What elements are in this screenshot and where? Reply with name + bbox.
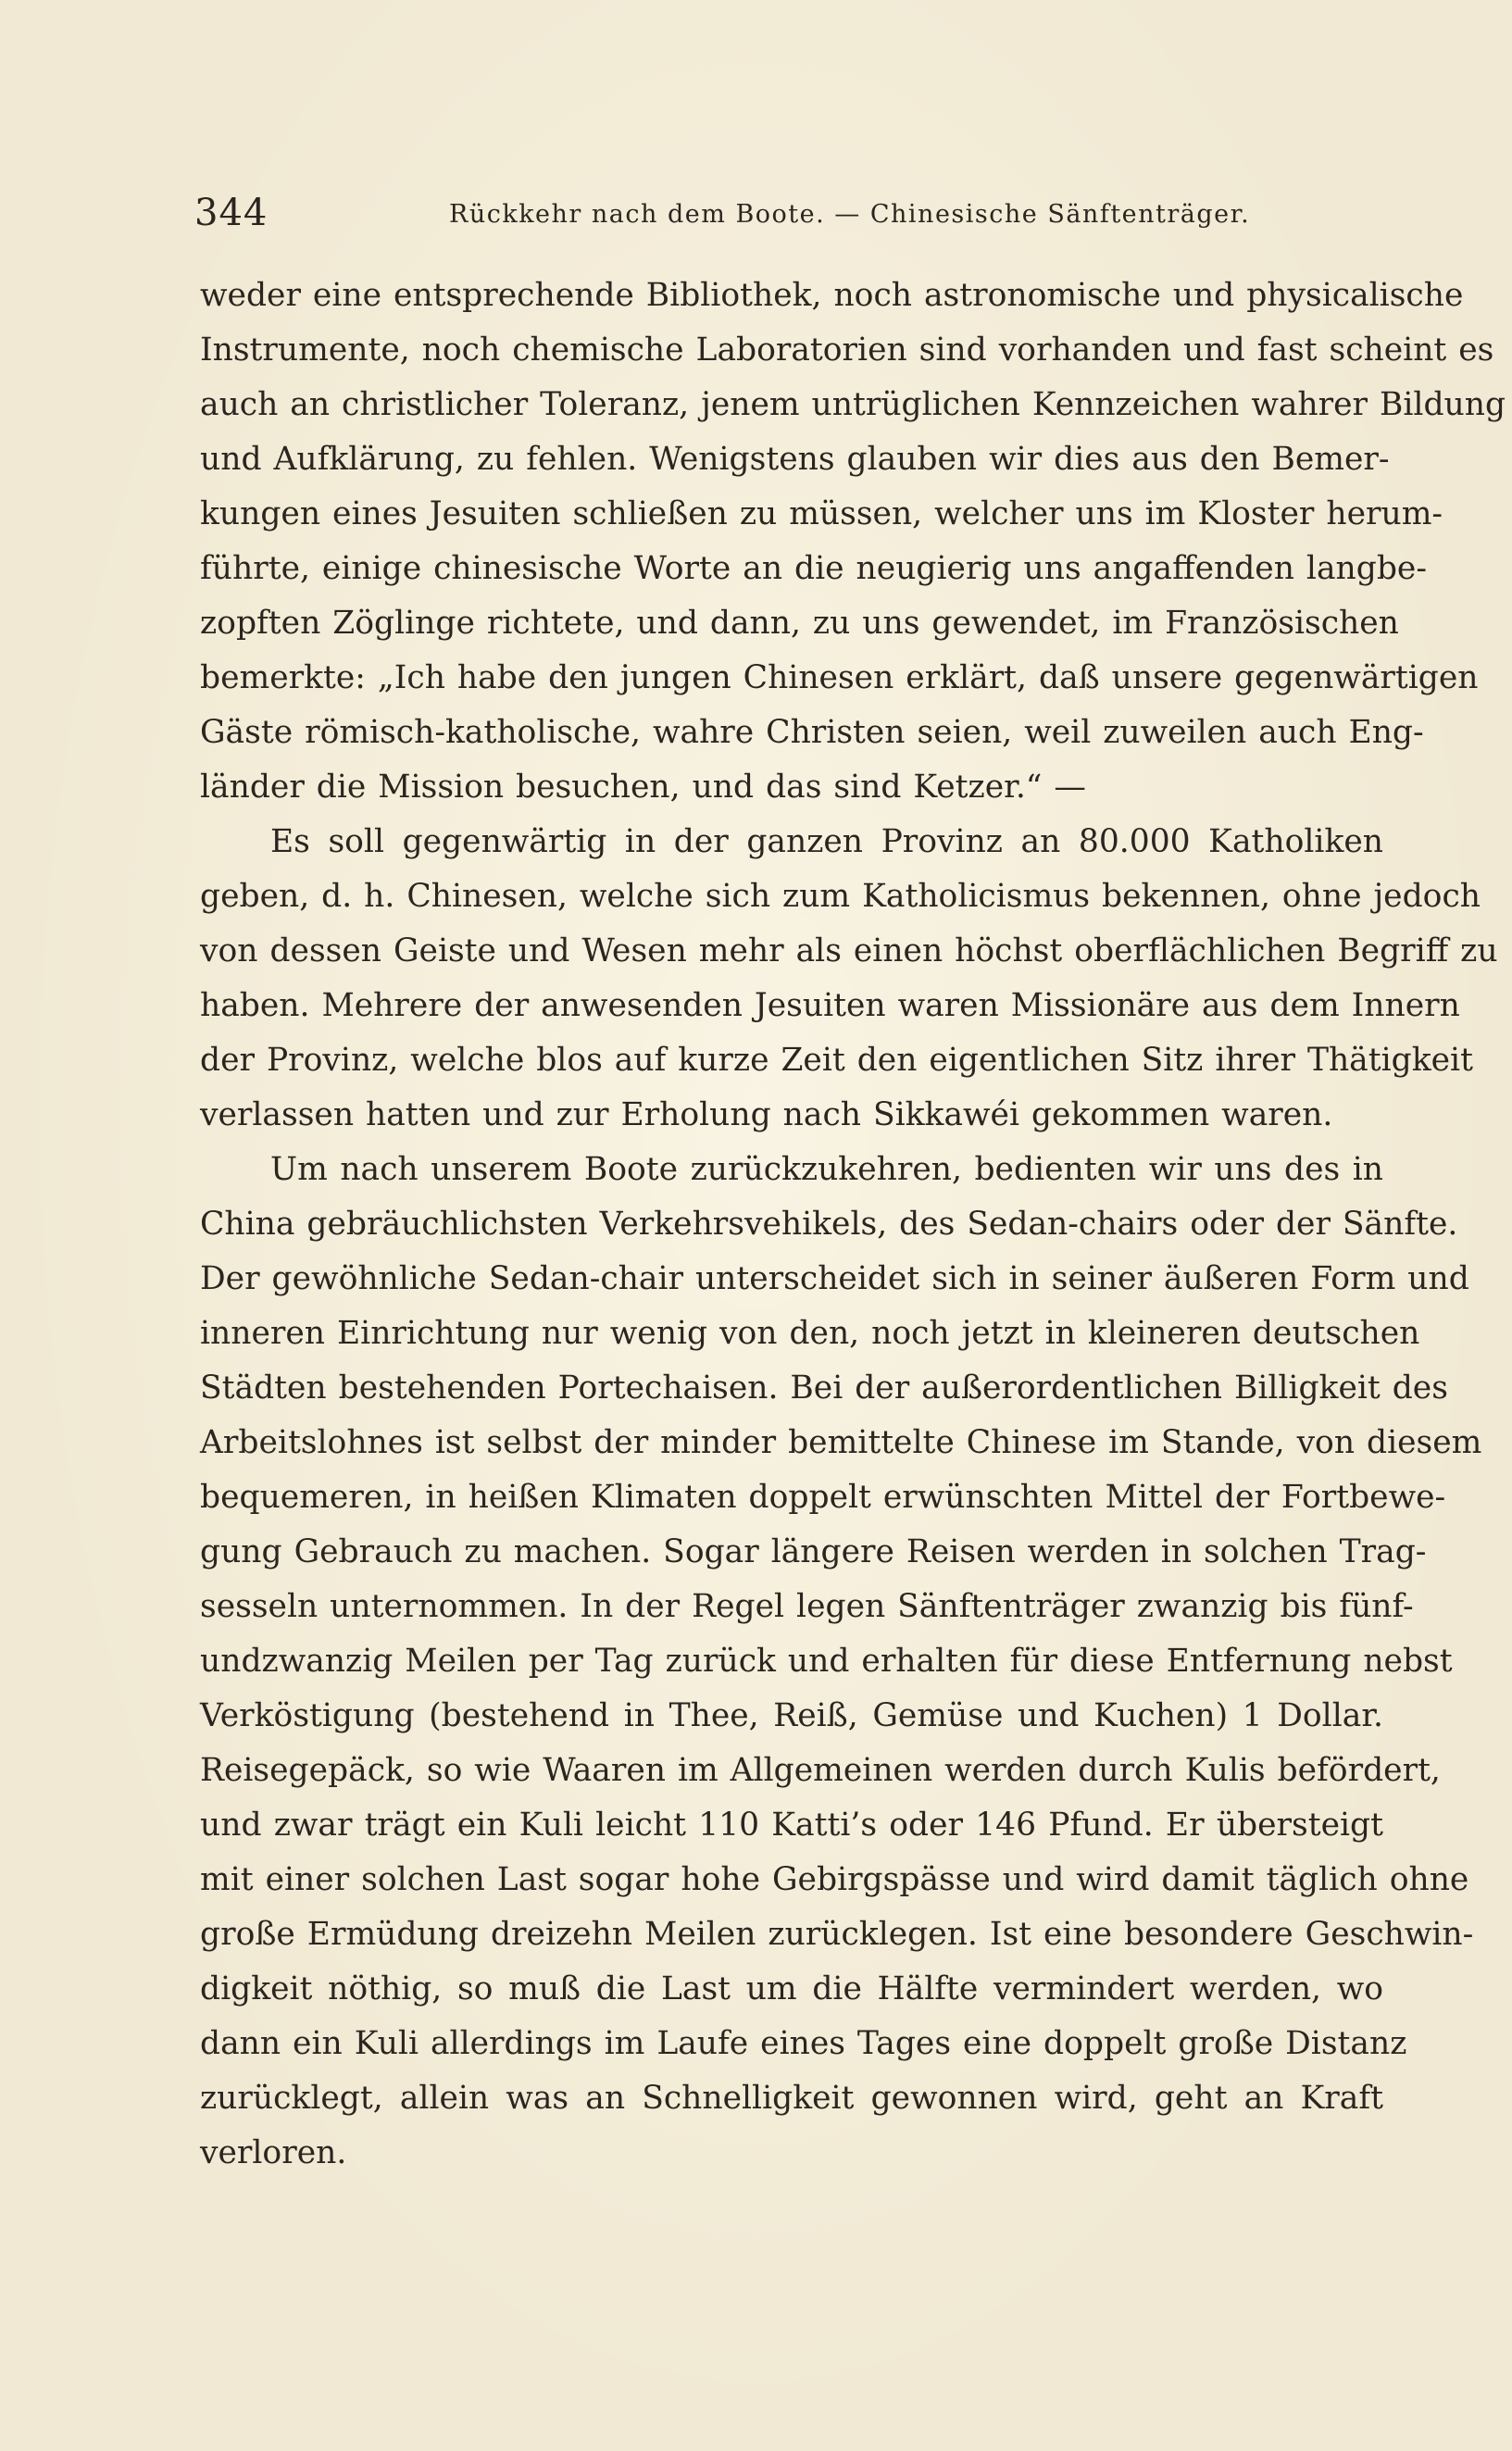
page-number: 344	[194, 192, 269, 234]
text-line: Reisegepäck, so wie Waaren im Allgemeinen werden durch Kulis befördert,	[200, 1752, 1441, 1789]
text-line: verloren.	[200, 2134, 347, 2171]
text-line: zopften Zöglinge richtete, und dann, zu uns gewendet, im Französischen	[200, 605, 1399, 642]
paragraph	[200, 269, 1506, 815]
text-line: China gebräuchlichsten Verkehrsvehikels, des Sedan-chairs oder der Sänfte.	[200, 1206, 1458, 1243]
text-line: auch an christlicher Toleranz, jenem untrüglichen Kennzeichen wahrer Bildung	[200, 386, 1506, 423]
running-head: Rückkehr nach dem Boote. — Chinesische Sänftenträger.	[449, 200, 1251, 229]
text-line: haben. Mehrere der anwesenden Jesuiten waren Missionäre aus dem Innern	[200, 987, 1460, 1024]
text-line: mit einer solchen Last sogar hohe Gebirgspässe und wird damit täglich ohne	[200, 1861, 1469, 1898]
text-line: Es soll gegenwärtig in der ganzen Provinz an 80.000 Katholiken	[270, 823, 1383, 860]
text-line: bequemeren, in heißen Klimaten doppelt erwünschten Mittel der Fortbewe-	[200, 1479, 1446, 1516]
text-line: Städten bestehenden Portechaisen. Bei der außerordentlichen Billigkeit des	[200, 1369, 1448, 1407]
text-line: gung Gebrauch zu machen. Sogar längere Reisen werden in solchen Trag-	[200, 1533, 1427, 1570]
text-line: kungen eines Jesuiten schließen zu müssen, welcher uns im Kloster herum-	[200, 495, 1443, 532]
text-line: und zwar trägt ein Kuli leicht 110 Katti’s oder 146 Pfund. Er übersteigt	[200, 1807, 1383, 1844]
body-text	[200, 269, 1506, 2181]
text-line: Arbeitslohnes ist selbst der minder bemittelte Chinese im Stande, von diesem	[200, 1424, 1482, 1461]
text-line: Verköstigung (bestehend in Thee, Reiß, Gemüse und Kuchen) 1 Dollar.	[200, 1697, 1383, 1734]
text-line: Gäste römisch-katholische, wahre Christen seien, weil zuweilen auch Eng-	[200, 714, 1424, 751]
text-line: weder eine entsprechende Bibliothek, noch astronomische und physicalische	[200, 277, 1464, 314]
paragraph	[200, 815, 1498, 1143]
text-line: geben, d. h. Chinesen, welche sich zum Katholicismus bekennen, ohne jedoch	[200, 878, 1481, 915]
text-line: länder die Mission besuchen, und das sind Ketzer.“ —	[200, 769, 1086, 806]
text-line: große Ermüdung dreizehn Meilen zurücklegen. Ist eine besondere Geschwin-	[200, 1916, 1474, 1953]
text-line: der Provinz, welche blos auf kurze Zeit den eigentlichen Sitz ihrer Thätigkeit	[200, 1042, 1473, 1079]
text-line: digkeit nöthig, so muß die Last um die Hälfte vermindert werden, wo	[200, 1970, 1383, 2007]
text-line: undzwanzig Meilen per Tag zurück und erhalten für diese Entfernung nebst	[200, 1643, 1453, 1680]
text-line: und Aufklärung, zu fehlen. Wenigstens glauben wir dies aus den Bemer-	[200, 441, 1390, 478]
text-line: inneren Einrichtung nur wenig von den, noch jetzt in kleineren deutschen	[200, 1315, 1420, 1352]
text-line: bemerkte: „Ich habe den jungen Chinesen erklärt, daß unsere gegenwärtigen	[200, 659, 1479, 696]
paragraph	[200, 1143, 1482, 2181]
text-line: verlassen hatten und zur Erholung nach Sikkawéi gekommen waren.	[200, 1096, 1333, 1133]
page-header	[194, 191, 1389, 235]
text-line: zurücklegt, allein was an Schnelligkeit gewonnen wird, geht an Kraft	[200, 2080, 1383, 2117]
text-line: Der gewöhnliche Sedan-chair unterscheidet sich in seiner äußeren Form und	[200, 1260, 1469, 1297]
text-line: Um nach unserem Boote zurückzukehren, bedienten wir uns des in	[270, 1151, 1383, 1188]
text-line: sesseln unternommen. In der Regel legen Sänftenträger zwanzig bis fünf-	[200, 1588, 1414, 1625]
text-line: Instrumente, noch chemische Laboratorien sind vorhanden und fast scheint es	[200, 331, 1494, 369]
text-line: führte, einige chinesische Worte an die neugierig uns angaffenden langbe-	[200, 550, 1427, 587]
text-line: von dessen Geiste und Wesen mehr als einen höchst oberflächlichen Begriff zu	[200, 932, 1498, 969]
text-line: dann ein Kuli allerdings im Laufe eines Tages eine doppelt große Distanz	[200, 2025, 1407, 2062]
